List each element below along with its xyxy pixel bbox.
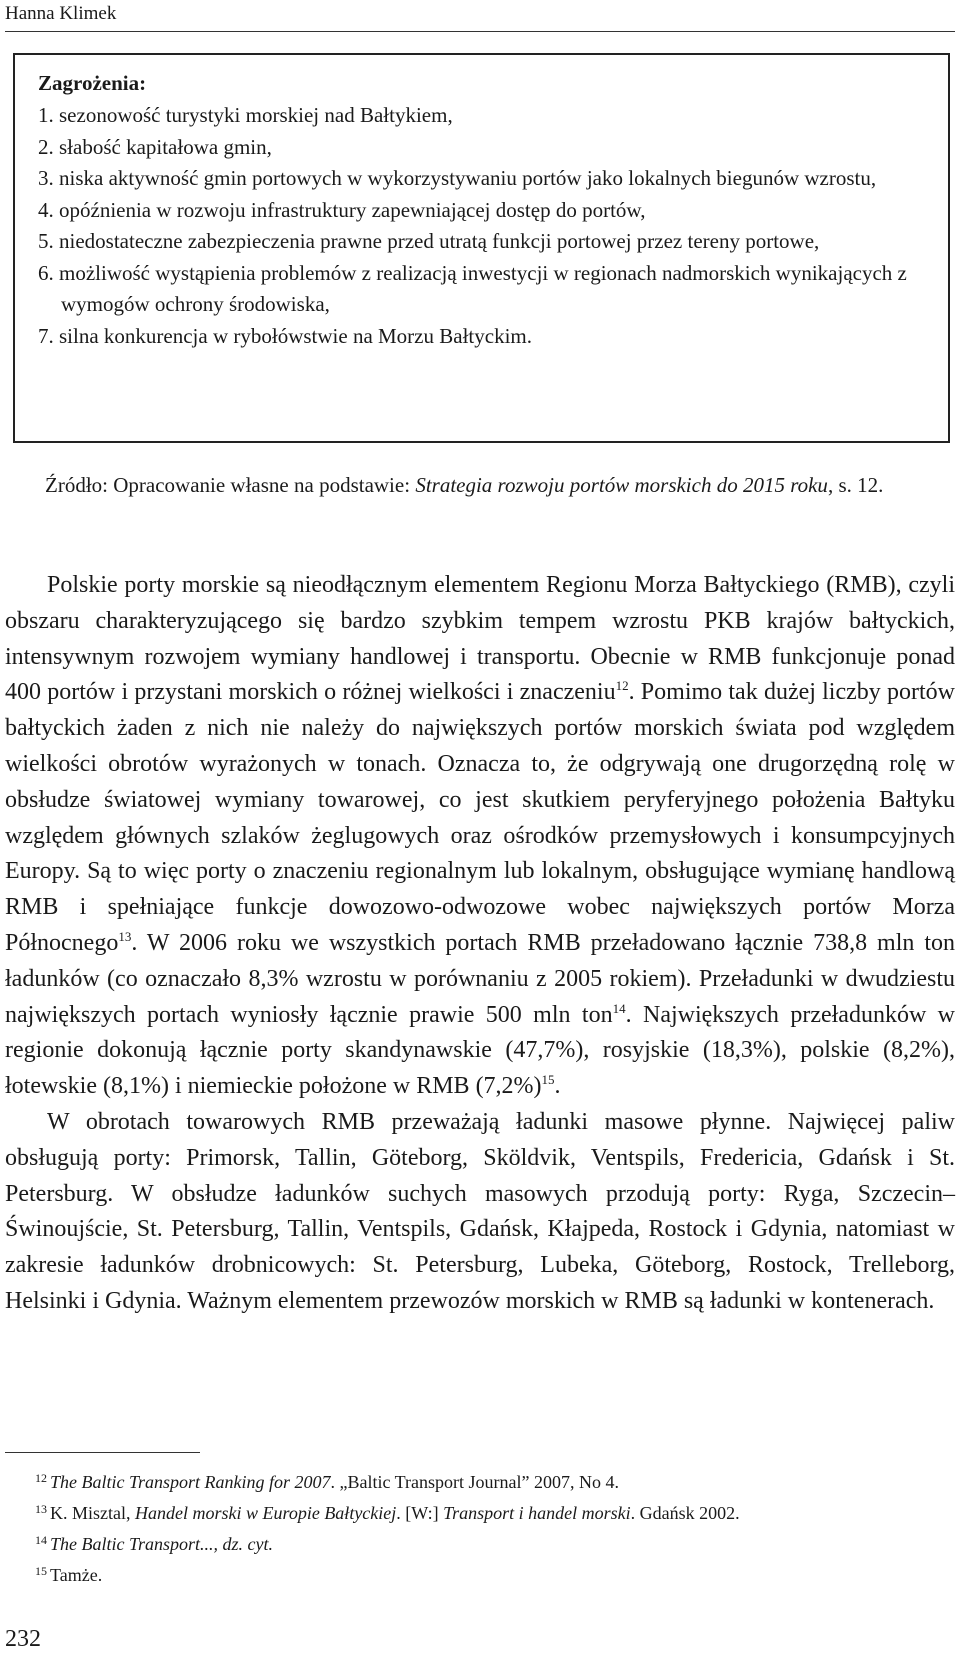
- footnote-number: 12: [35, 1471, 47, 1485]
- footnote-ref-15: 15: [541, 1072, 555, 1088]
- page-number: 232: [5, 1626, 41, 1652]
- footnote-title: The Baltic Transport Ranking for 2007: [50, 1472, 331, 1492]
- threats-box: [13, 53, 950, 443]
- footnote-title: Handel morski w Europie Bałtyckiej: [135, 1503, 397, 1523]
- source-title: Strategia rozwoju portów morskich do 2015 roku: [415, 473, 828, 497]
- paragraph-1: [5, 568, 955, 1105]
- footnote-number: 13: [35, 1502, 47, 1516]
- threat-item: 2. słabość kapitałowa gmin,: [38, 134, 272, 159]
- paragraph-2: W obrotach towarowych RMB przeważają ładunki masowe płynne. Najwięcej paliw obsługują porty: Primorsk, Tallin, Göteborg, Sköldvik, Ventspils, Fredericia, Gdańsk i St. Petersburg. W obsłudze ładunków suchych masowych przodują porty: Ryga, Szczecin–Świnoujście, St. Petersburg, Tallin, Ventspils, Gdańsk, Kłajpeda, Rostock i Gdynia, natomiast w zakresie ładunków drobnicowych: St. Petersburg, Lubeka, Göteborg, Rostock, Trelleborg, Helsinki i Gdynia. Ważnym elementem przewozów morskich w RMB są ładunki w kontenerach.: [5, 1108, 955, 1314]
- source-prefix: Źródło: Opracowanie własne na podstawie:: [45, 473, 416, 497]
- footnotes: [35, 1467, 955, 1591]
- footnote-14: [35, 1529, 955, 1560]
- threat-item: 1. sezonowość turystyki morskiej nad Bałtykiem,: [38, 103, 453, 127]
- body-text: [5, 568, 955, 1320]
- header-rule: [5, 31, 955, 32]
- paragraph-text: .: [554, 1073, 561, 1100]
- footnote-rule: [5, 1452, 200, 1453]
- running-header-author: Hanna Klimek: [5, 3, 117, 24]
- threat-item: 5. niedostateczne zabezpieczenia prawne przed utratą funkcji portowej przez tereny portowe,: [38, 229, 820, 253]
- threats-title: Zagrożenia:: [38, 71, 147, 95]
- footnote-text: Tamże.: [50, 1565, 103, 1585]
- footnote-12: [35, 1467, 955, 1498]
- footnote-number: 14: [35, 1533, 47, 1547]
- footnote-title: The Baltic Transport..., dz. cyt.: [50, 1534, 274, 1554]
- footnote-text: . „Baltic Transport Journal” 2007, No 4.: [330, 1472, 619, 1492]
- paragraph-text: . Największych przeładunków w regionie dokonują łącznie porty skandynawskie (47,7%), rosyjskie (18,3%), polskie (8,2%), łotewskie (8,1%) i niemieckie położone w RMB (7,2%): [5, 1001, 956, 1100]
- footnote-ref-12: 12: [615, 678, 629, 694]
- footnote-13: [35, 1498, 955, 1529]
- footnote-ref-14: 14: [612, 1000, 626, 1016]
- paragraph-text: . Pomimo tak dużej liczby portów bałtyckich żaden z nich nie należy do największych portów morskich świata pod względem wielkości obrotów wyrażonych w tonach. Oznacza to, że odgrywają one drugorzędną rolę w obsłudze światowej wymiany towarowej, co jest skutkiem peryferyjnego położenia Bałtyku względem głównych szlaków żeglugowych oraz ośrodków przemysłowych i konsumpcyjnych Europy. Są to więc porty o znaczeniu regionalnym lub lokalnym, obsługujące wymianę handlową RMB i spełniające funkcje dowozowo-odwozowe wobec największych portów Morza Północnego: [5, 679, 956, 956]
- footnote-title: Transport i handel morski: [443, 1503, 631, 1523]
- footnote-text: K. Misztal,: [50, 1503, 135, 1523]
- footnote-text: . [W:]: [396, 1503, 444, 1523]
- threat-item: 4. opóźnienia w rozwoju infrastruktury zapewniającej dostęp do portów,: [38, 197, 646, 222]
- threats-list: [38, 100, 936, 352]
- footnote-text: . Gdańsk 2002.: [630, 1503, 740, 1523]
- paragraph-text: . W 2006 roku we wszystkich portach RMB przeładowano łącznie 738,8 mln ton ładunków (co oznaczało 8,3% wzrostu w porównaniu z 2005 rokiem). Przeładunki w dwudziestu największych portach wyniosły łącznie prawie 500 mln ton: [5, 929, 955, 1028]
- threat-item: 7. silna konkurencja w rybołówstwie na Morzu Bałtyckim.: [38, 323, 532, 348]
- footnote-ref-13: 13: [118, 928, 132, 944]
- threat-item: 6. możliwość wystąpienia problemów z realizacją inwestycji w regionach nadmorskich wynikających z wymogów ochrony środowiska,: [38, 260, 907, 316]
- threat-item: 3. niska aktywność gmin portowych w wykorzystywaniu portów jako lokalnych biegunów wzrostu,: [38, 166, 877, 190]
- source-suffix: , s. 12.: [827, 473, 884, 497]
- footnote-15: [35, 1560, 955, 1591]
- footnote-number: 15: [35, 1564, 47, 1578]
- table-source-note: [5, 468, 955, 502]
- paragraph-text: Polskie porty morskie są nieodłącznym elementem Regionu Morza Bałtyckiego (RMB), czyli obszaru charakteryzującego się bardzo szybkim tempem wzrostu PKB krajów bałtyckich, intensywnym rozwojem wymiany handlowej i transportu. Obecnie w RMB funkcjonuje ponad 400 portów i przystani morskich o różnej wielkości i znaczeniu: [5, 572, 955, 706]
